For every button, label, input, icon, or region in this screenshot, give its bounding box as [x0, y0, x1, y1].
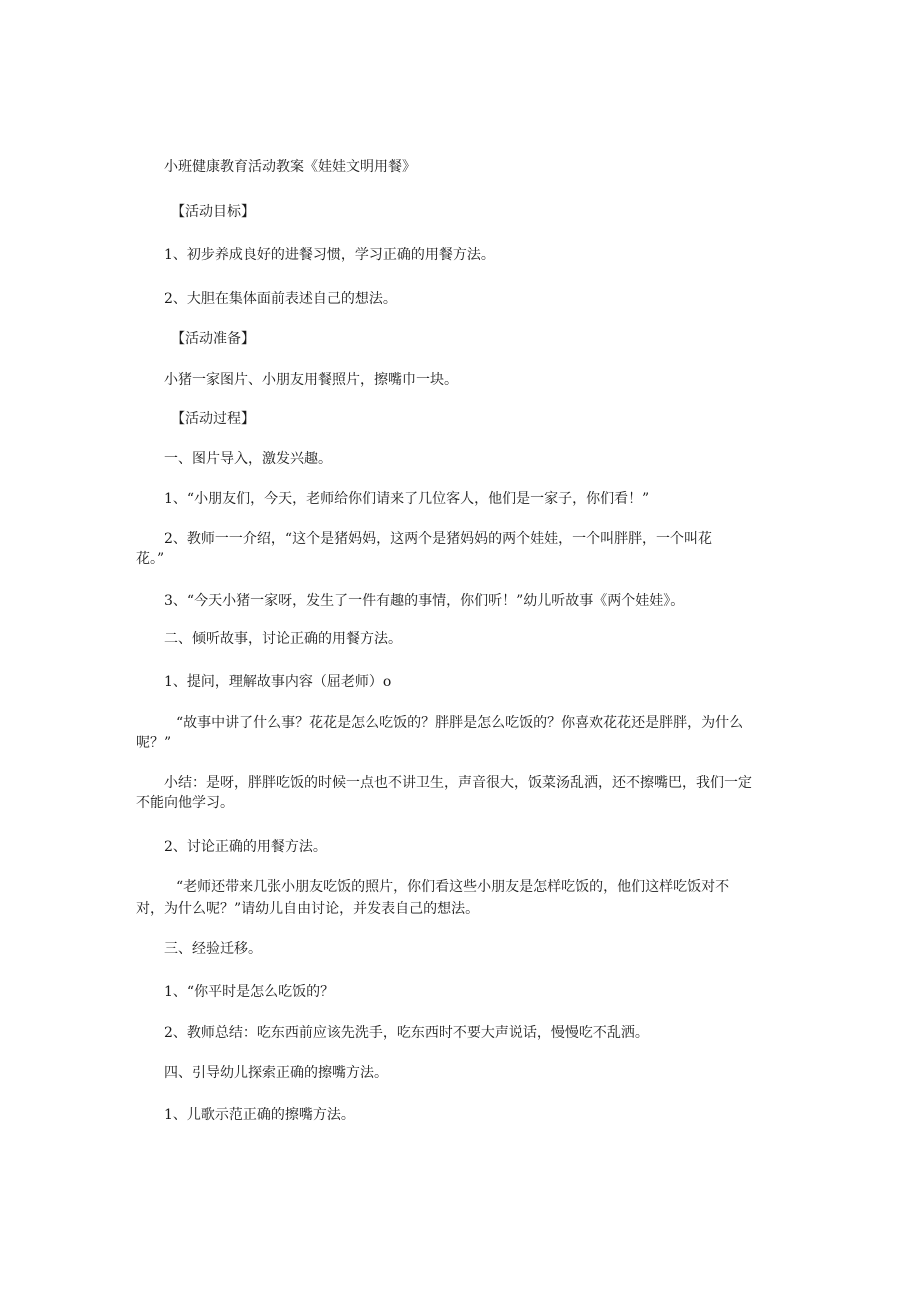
section-2-summary-line-1: 小结：是呀，胖胖吃饭的时候一点也不讲卫生，声音很大，饭菜汤乱洒，还不擦嘴巴，我们一定 — [164, 775, 752, 791]
goal-item-2: 2、大胆在集体面前表述自己的想法。 — [164, 291, 397, 307]
section-2-discussion-line-2: 对，为什么呢？”请幼儿自由讨论，并发表自己的想法。 — [136, 901, 480, 917]
section-1-item-1: 1、“小朋友们，今天，老师给你们请来了几位客人，他们是一家子，你们看！” — [164, 491, 650, 507]
heading-activity-goals: 【活动目标】 — [171, 204, 255, 220]
section-1-item-3: 3、“今天小猪一家呀，发生了一件有趣的事情，你们听！”幼儿听故事《两个娃娃》。 — [164, 593, 685, 609]
section-2-quote-line-2: 呢？” — [136, 735, 172, 751]
section-2-item-1: 1、提问，理解故事内容（屈老师）o — [164, 674, 392, 690]
section-3-item-1: 1、“你平时是怎么吃饭的？ — [164, 984, 335, 1000]
section-2-summary-line-2: 不能向他学习。 — [136, 795, 234, 811]
section-2-item-2: 2、讨论正确的用餐方法。 — [164, 839, 327, 855]
heading-activity-process: 【活动过程】 — [171, 411, 255, 427]
heading-activity-preparation: 【活动准备】 — [171, 331, 255, 347]
section-4-heading: 四、引导幼儿探索正确的擦嘴方法。 — [164, 1065, 388, 1081]
goal-item-1: 1、初步养成良好的进餐习惯，学习正确的用餐方法。 — [164, 247, 495, 263]
section-1-item-2-line-1: 2、教师一一介绍，“这个是猪妈妈，这两个是猪妈妈的两个娃娃，一个叫胖胖，一个叫花 — [164, 531, 713, 547]
section-4-item-1: 1、儿歌示范正确的擦嘴方法。 — [164, 1107, 355, 1123]
section-1-item-2-line-2: 花。” — [136, 551, 165, 567]
document-title: 小班健康教育活动教案《娃娃文明用餐》 — [164, 159, 416, 175]
section-2-heading: 二、倾听故事，讨论正确的用餐方法。 — [164, 631, 402, 647]
section-1-heading: 一、图片导入，激发兴趣。 — [164, 451, 332, 467]
section-2-quote-line-1: “故事中讲了什么事？花花是怎么吃饭的？胖胖是怎么吃饭的？你喜欢花花还是胖胖，为什么 — [176, 715, 744, 731]
section-3-heading: 三、经验迁移。 — [164, 941, 262, 957]
preparation-text: 小猪一家图片、小朋友用餐照片，擦嘴巾一块。 — [164, 372, 458, 388]
section-2-discussion-line-1: “老师还带来几张小朋友吃饭的照片，你们看这些小朋友是怎样吃饭的，他们这样吃饭对不 — [176, 879, 730, 895]
section-3-item-2: 2、教师总结：吃东西前应该先洗手，吃东西时不要大声说话，慢慢吃不乱洒。 — [164, 1025, 649, 1041]
